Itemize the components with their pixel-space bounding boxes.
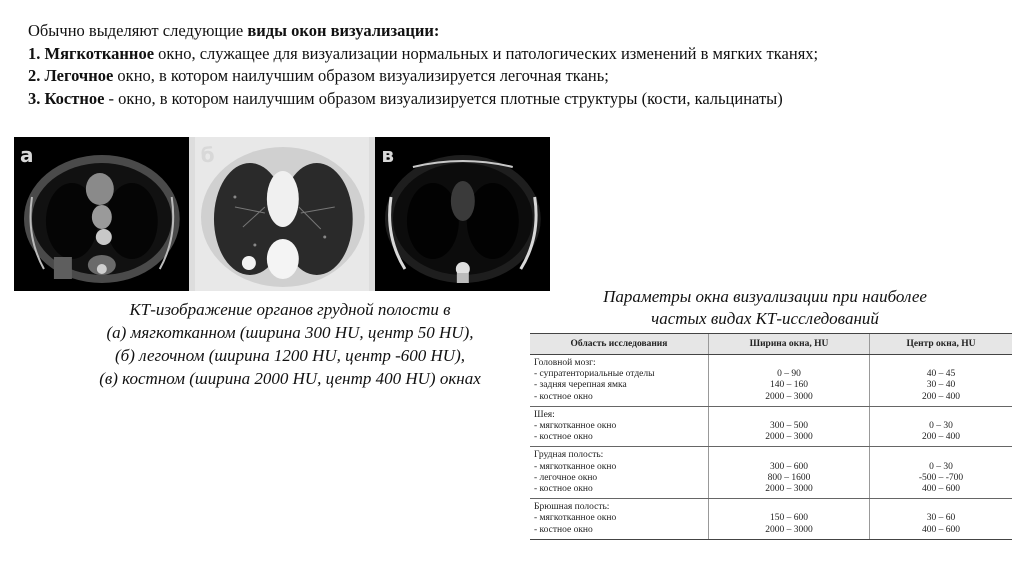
width-value: 0 – 90 — [777, 369, 801, 380]
subregion: - костное окно — [534, 484, 593, 495]
intro-text — [28, 20, 1008, 110]
table-caption — [530, 286, 1000, 330]
subregion: - супратенториальные отделы — [534, 369, 655, 380]
ct-image-lung — [195, 137, 370, 291]
intro-item-1-bold: Мягкотканное — [44, 43, 155, 63]
width-value: 2000 – 3000 — [765, 432, 813, 443]
window-parameters-table — [530, 333, 1012, 540]
table-row — [530, 447, 1012, 499]
header-center: Центр окна, HU — [870, 334, 1013, 355]
ct-soft-tissue-drawing — [14, 137, 189, 291]
intro-item-2 — [28, 65, 1008, 88]
center-cell — [870, 447, 1013, 499]
ct-image-strip — [14, 137, 550, 291]
subregion: - мягкотканное окно — [534, 513, 617, 524]
center-value: 200 – 400 — [922, 391, 960, 402]
region-title: Брюшная полость: — [534, 502, 610, 513]
center-cell — [870, 406, 1013, 447]
width-value: 800 – 1600 — [767, 472, 811, 483]
ct-lung-drawing — [195, 137, 370, 291]
subregion: - задняя черепная ямка — [534, 380, 627, 391]
intro-line-1 — [28, 20, 1008, 43]
region-title: Головной мозг: — [534, 358, 596, 368]
intro-line-1-bold: виды окон визуализации: — [247, 21, 440, 40]
intro-item-2-rest: окно, в котором наилучшим образом визуализируется легочная ткань; — [113, 66, 609, 85]
subregion: - костное окно — [534, 391, 593, 402]
region-cell — [530, 447, 709, 499]
center-value: 0 – 30 — [929, 461, 953, 472]
intro-item-1-rest: окно, служащее для визуализации нормальных и патологических изменений в мягких тканях; — [154, 43, 819, 63]
width-value: 2000 – 3000 — [765, 484, 813, 495]
ct-label-a: а — [20, 143, 34, 167]
width-value: 2000 – 3000 — [765, 391, 813, 402]
width-value: 150 – 600 — [770, 513, 808, 524]
caption-line-3: (б) легочном (ширина 1200 HU, центр -600 HU), — [115, 346, 465, 365]
subregion: - легочное окно — [534, 472, 598, 483]
caption-line-1: КТ-изображение органов грудной полости в — [129, 300, 451, 319]
intro-item-3 — [28, 88, 1008, 111]
center-value: 40 – 45 — [926, 369, 956, 380]
region-title: Грудная полость: — [534, 450, 604, 461]
center-value: 30 – 60 — [926, 513, 956, 524]
width-value: 2000 – 3000 — [765, 524, 813, 535]
intro-item-2-num: 2. — [28, 66, 45, 85]
table-header-row — [530, 334, 1012, 355]
table-row — [530, 406, 1012, 447]
intro-item-1-num: 1. — [28, 43, 45, 63]
ct-image-soft-tissue — [14, 137, 189, 291]
ct-label-b: б — [200, 143, 215, 167]
region-cell — [530, 499, 709, 540]
center-cell — [870, 499, 1013, 540]
intro-item-2-bold: Легочное — [44, 66, 114, 85]
center-value: 200 – 400 — [922, 432, 960, 443]
center-value: 30 – 40 — [926, 380, 956, 391]
table-caption-line-2: частых видах КТ-исследований — [651, 309, 879, 328]
region-cell — [530, 406, 709, 447]
width-value: 140 – 160 — [770, 380, 808, 391]
center-value: -500 – -700 — [918, 472, 964, 483]
intro-line-1-plain: Обычно выделяют следующие — [28, 21, 248, 40]
subregion: - мягкотканное окно — [534, 461, 617, 472]
center-value: 400 – 600 — [922, 524, 960, 535]
width-cell — [709, 499, 870, 540]
ct-image-bone — [375, 137, 550, 291]
subregion: - костное окно — [534, 432, 593, 443]
ct-label-c: в — [381, 143, 394, 167]
center-value: 400 – 600 — [922, 484, 960, 495]
width-cell — [709, 406, 870, 447]
ct-bone-drawing — [375, 137, 550, 291]
intro-item-3-num: 3. — [28, 88, 45, 108]
subregion: - мягкотканное окно — [534, 421, 617, 432]
subregion: - костное окно — [534, 524, 593, 535]
intro-item-3-rest: - окно, в котором наилучшим образом визуализируется плотные структуры (кости, кальцинаты) — [104, 88, 783, 108]
intro-item-1 — [28, 43, 1008, 66]
region-cell — [530, 355, 709, 407]
header-width: Ширина окна, HU — [709, 334, 870, 355]
table-row — [530, 499, 1012, 540]
width-value: 300 – 500 — [770, 421, 808, 432]
region-title: Шея: — [534, 409, 555, 420]
width-value: 300 – 600 — [770, 461, 808, 472]
table-body — [530, 355, 1012, 540]
caption-line-2: (а) мягкотканном (ширина 300 HU, центр 50 HU), — [106, 323, 474, 342]
ct-image-caption — [20, 298, 560, 390]
width-cell — [709, 355, 870, 407]
caption-line-4: (в) костном (ширина 2000 HU, центр 400 HU) окнах — [99, 369, 481, 388]
intro-item-3-bold: Костное — [44, 88, 105, 108]
center-value: 0 – 30 — [929, 421, 953, 432]
header-region: Область исследования — [530, 334, 709, 355]
width-cell — [709, 447, 870, 499]
table-row — [530, 355, 1012, 407]
table-caption-line-1: Параметры окна визуализации при наиболее — [603, 287, 927, 306]
center-cell — [870, 355, 1013, 407]
